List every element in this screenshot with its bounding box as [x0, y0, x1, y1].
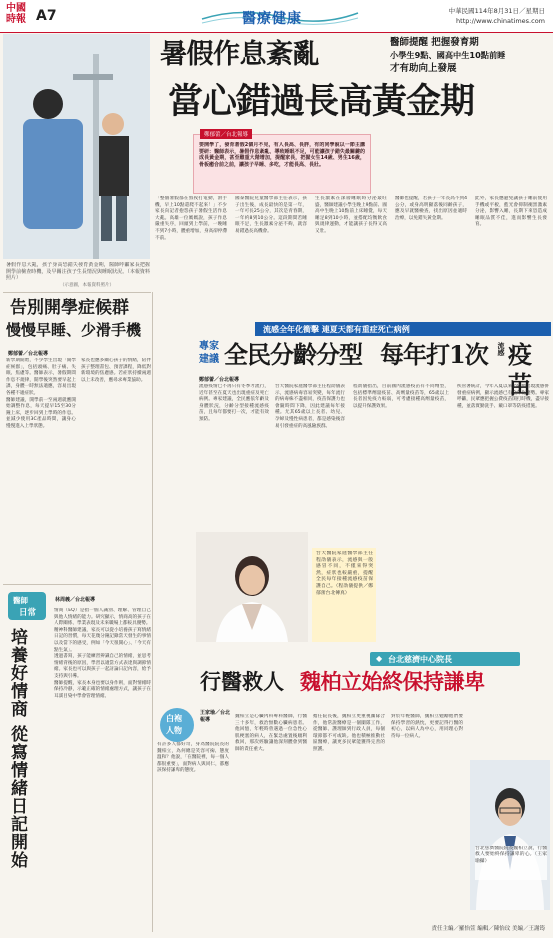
side1-headline-1: 告別開學症候群	[10, 298, 129, 318]
vaccine-banner	[255, 322, 551, 336]
vaccine-headline-1: 全民分齡分型	[224, 340, 362, 369]
vaccine-headline-3	[496, 342, 506, 356]
lead-kicker-2: 小學生9點、國高中生10點前睡	[390, 50, 506, 60]
profile-col-3	[313, 714, 385, 922]
lead-paragraph: 國泰醫院兒童醫學部主任表示，孩子出生後，成長最快的是第一年，一年可長25公分，其次是青春期，一年約8到10公分。這段期間若睡眠不足，生長激素分泌不夠，就容易錯過長高機會。	[235, 196, 307, 234]
logo	[6, 3, 30, 25]
column1-body	[54, 608, 151, 930]
column1-badge	[8, 592, 46, 620]
vaccine-paragraph: 流感疫情已不再只有冬季才流行，近年甚至在夏天也出現重症及死亡病例。專家建議，全民應依年齡及身體狀況，分齡分型接種流感疫苗，且每年都要打一次，才能有效預防。	[199, 384, 269, 422]
lead-paragraph: 「整個暑假都在熬夜打電動，滑手機，早上10點還爬不起來！」不少家長向記者抱怨孩子暑假生活作息大亂。高雄一位媽媽說，孩子作息嚴重失序，回頭到上學前，一晚睡不到7小時，體重增加，身高卻停滯不前。	[155, 196, 227, 241]
side1-paragraph: 醫師建議，開學前一至兩週就應開始調整作息，每天提早15至30分鐘上床，逐步回到上學時的作息。並減少使用3C產品時間，讓身心慢慢進入上學狀態。	[6, 397, 76, 429]
lead-kicker	[390, 36, 550, 75]
lead-body-col-1	[155, 196, 227, 316]
lead-photo-caption: 暑假作息大亂，孩子身高恐錯失發育黃金期，醫師呼籲家長把握開學前檢查時機，及早關注孩子生長情況與睡眠狀況。（本報資料照片）	[6, 262, 150, 282]
profile-banner	[370, 652, 520, 666]
column1-paragraph: 精神科醫師建議，家長可以從小培養孩子寫情緒日記的習慣，每天花幾分鐘記錄當天發生的事情以及當下的感受，例如「今天很開心」、「今天有點生氣」。	[54, 627, 151, 653]
hospital-director-portrait-image	[470, 760, 550, 910]
side1-body	[6, 358, 151, 580]
lead-body-col-5	[475, 196, 547, 316]
profile-badge	[160, 708, 194, 742]
profile-label-2: 人物	[166, 726, 182, 735]
vaccine-reporter: 鄭郁蕾／台北報導	[199, 377, 240, 383]
lead-summary-box	[193, 134, 371, 194]
page-number: A7	[36, 8, 57, 24]
footer-credits: 責任主編／羅怡萱 編輯／陳怡玟 美編／王謝筠	[431, 926, 545, 932]
site-url: http://www.chinatimes.com	[456, 17, 545, 25]
divider-vertical	[152, 292, 153, 932]
column1-label-1: 醫師	[13, 596, 28, 605]
profile-author: 王家瑜／台北報導	[200, 710, 231, 723]
column1-headline: 培養好情商 從寫情緒日記開始	[7, 628, 27, 869]
profile-headline-2: 魏柏立始終保持謙卑	[300, 669, 485, 694]
lead-photo	[3, 34, 150, 259]
vaccine-body-top	[157, 384, 549, 532]
profile-col-2	[235, 714, 307, 922]
lead-body-col-4	[395, 196, 467, 316]
vaccine-col-1	[199, 384, 269, 444]
lead-body-col-3	[315, 196, 387, 316]
lead-body-col-2	[235, 196, 307, 316]
vaccine-col-2	[275, 384, 345, 532]
vaccine-tag	[199, 340, 223, 370]
section-title-ribbon	[200, 5, 360, 27]
profile-col-1	[157, 742, 229, 922]
divider	[3, 584, 151, 585]
nurse-measuring-child-image	[3, 34, 150, 259]
lead-paragraph: 醫師也提醒，若孩子一年長高不到4公分，或身高明顯落後同齡孩子，應及早就醫檢查，找出原因並適時治療，以免錯失黃金期。	[395, 196, 467, 221]
lead-photo-credit: （示意圖，本報資料照片）	[60, 283, 114, 288]
column1-paragraph: 透過書寫，孩子能練習辨識自己的情緒，並思考情緒背後的原因，學習以適當方式表達與調節情緒。家長也可以與孩子一起討論日記內容，給予支持與引導。	[54, 654, 151, 679]
side1-paragraph: 新學期開始，不少學生出現「開學症候群」，包括頭痛、肚子痛、失眠、焦慮等。醫師表示，暑假期間作息不規律，開學後突然要早起上課，身體一時無法適應，容易出現各種不適症狀。	[6, 358, 76, 396]
side1-col-2	[81, 358, 151, 580]
section-title: 醫療健康	[242, 11, 302, 27]
lead-kicker-1: 醫師提醒 把握發育期	[390, 37, 479, 48]
date-line: 中華民國114年8月31日／星期日	[448, 7, 545, 15]
doctor-portrait-image	[196, 532, 308, 642]
profile-col-4	[391, 714, 463, 922]
lead-headline-2: 當心錯過長高黃金期	[168, 81, 475, 122]
vaccine-banner-text: 流感全年化衝擊 連夏天都有重症死亡病例	[263, 325, 410, 334]
lead-headline-1: 暑假作息紊亂	[160, 39, 319, 70]
divider	[3, 292, 151, 293]
vaccine-tag-2: 建議	[199, 354, 219, 365]
diamond-icon: ◆	[376, 654, 383, 663]
vaccine-headline-2: 每年打1次	[380, 340, 488, 369]
vaccine-photo-caption-box	[312, 548, 376, 642]
profile-photo	[470, 760, 550, 910]
side1-col-1	[6, 358, 76, 580]
column1-paragraph: 醫師提醒，家長本身也要以身作則，面對情緒時保持冷靜，示範正確的情緒處理方式，讓孩子在耳濡目染中學會管理情緒。	[54, 680, 151, 699]
lead-paragraph: 生長激素在深層睡眠時分泌最旺盛，醫師建議小學生晚上9點前、國高中生晚上10點前上床睡覺，每天睡足8到10小時，並搭配均衡飲食與規律運動，才能讓孩子長得又高又壯。	[315, 196, 387, 234]
lead-reporter: 鄭郁蕾／台北報導	[200, 129, 252, 139]
profile-paragraph: 對於年輕醫師，魏柏立勉勵他們要保持學習的熱忱，更要記得行醫的初心，以病人為中心，用同理心對待每一位病人。	[391, 714, 463, 739]
profile-photo-caption: 台北慈濟醫院院長魏柏立說，行醫救人要始終保持謙卑的心。（王家瑜攝）	[475, 846, 547, 880]
lead-paragraph: 此外，家長應避免讓孩子睡前使用手機或平板，藍光會抑制褪黑激素分泌，影響入睡，長期下來恐造成睡眠品質不佳，進而影響生長發育。	[475, 196, 547, 228]
logo-line1: 中國	[6, 3, 26, 14]
column1-paragraph: 情商（EQ）是指一個人識別、理解、管理自己與他人情緒的能力。研究顯示，情商高的孩子在人際關係、學業表現及未來職場上都較具優勢。	[54, 608, 151, 627]
column1-label-2: 日常	[19, 608, 37, 618]
lead-body-columns	[155, 196, 549, 316]
logo-line2: 時報	[6, 14, 26, 25]
profile-paragraph: 有許多人都好奇，身為醫院院長的魏柏立，為何總是笑容可掬、態度溫和？他說，「在醫院裡，每一個人都很重要」，面對病人與同仁，都應該保持謙卑的態度。	[157, 742, 229, 774]
side1-paragraph: 家長也應多關心孩子的情緒，陪伴孩子整理書包、預習課程，降低對新環境的焦慮感。若症狀持續兩週以上未改善，應尋求專業協助。	[81, 358, 151, 383]
vaccine-tag-1: 專家	[199, 341, 219, 352]
vaccine-headline-4: 疫苗	[508, 340, 532, 399]
profile-label-1: 白袍	[166, 714, 182, 723]
vaccine-paragraph: 疾管署統計，今年入夏以來仍陸續出現流感併發重症病例，顯示流感已有全年化趨勢。專家呼籲，民眾應把握公費疫苗開打時機，盡早接種，並落實勤洗手、戴口罩等防疫措施。	[457, 384, 549, 409]
side1-headline-2: 慢慢早睡、少滑手機	[6, 321, 142, 339]
vaccine-headline-small: 流感	[497, 342, 505, 356]
lead-summary: 要開學了，發育著假2個月不見，有人長高、長胖，有的同學說以一節主講要研：醫師表示，暑假作息紊亂、導致睡眠不足，可能讓孩子錯失最關鍵的成長黃金期，甚至難重大階增加，提醒家長，把握女生14歲、男生16歲，骨板癒合前之前，讓孩子早睡、多吃，才能長高、長壯。	[199, 142, 365, 169]
column1-author: 林周義／台北報導	[55, 597, 96, 603]
masthead	[0, 0, 553, 33]
vaccine-col-3	[353, 384, 449, 532]
side1-reporter: 鄭郁蕾／台北報導	[8, 351, 49, 357]
vaccine-photo-caption: 台大醫院家庭醫學部主任程劭儀表示，流感與一般感冒不同，不僅來得突然，症狀也較嚴重，提醒全民每年接種流感疫苗保護自己。（程劭儀提供／鄭郁蕾台北傳真）	[316, 551, 373, 596]
column1-text	[54, 608, 151, 930]
vaccine-paragraph: 程劭儀指出，目前國內流感疫苗有不同劑型，包括標準劑量疫苗、高劑量疫苗等，65歲以上長者因免疫力較弱，可考慮接種高劑量疫苗，以提升保護效果。	[353, 384, 449, 409]
vaccine-col-4	[457, 384, 549, 594]
vaccine-photo	[196, 532, 308, 642]
profile-banner-text: 台北慈濟中心院長	[388, 655, 452, 664]
profile-paragraph: 魏柏立是心臟內科專科醫師，行醫三十多年，救治無數心臟病患者。他回憶，年輕時曾遇過一位急性心肌梗塞的病人，在緊急處置後順利救回，那次經驗讓他深刻體會到醫師的責任重大。	[235, 714, 307, 752]
profile-headline-1: 行醫救人	[200, 669, 284, 694]
vaccine-paragraph: 台大醫院家庭醫學部主任程劭儀表示，流感病毒容易突變，每年流行的病毒株不盡相同，疫苗保護力也會隨時間下降，因此建議每年接種。尤其65歲以上長者、幼兒、孕婦及慢性病患者，都是感染後容易引發重症的高風險族群。	[275, 384, 345, 429]
profile-paragraph: 擔任院長後，魏柏立更重視團隊合作，他常說醫療是一個團隊工作，從醫師、護理師到行政人員，每個環節都不可或缺。他也積極推動社區醫療，讓更多民眾能獲得完善的照護。	[313, 714, 385, 752]
lead-kicker-3: 才有助向上發展	[390, 63, 457, 74]
